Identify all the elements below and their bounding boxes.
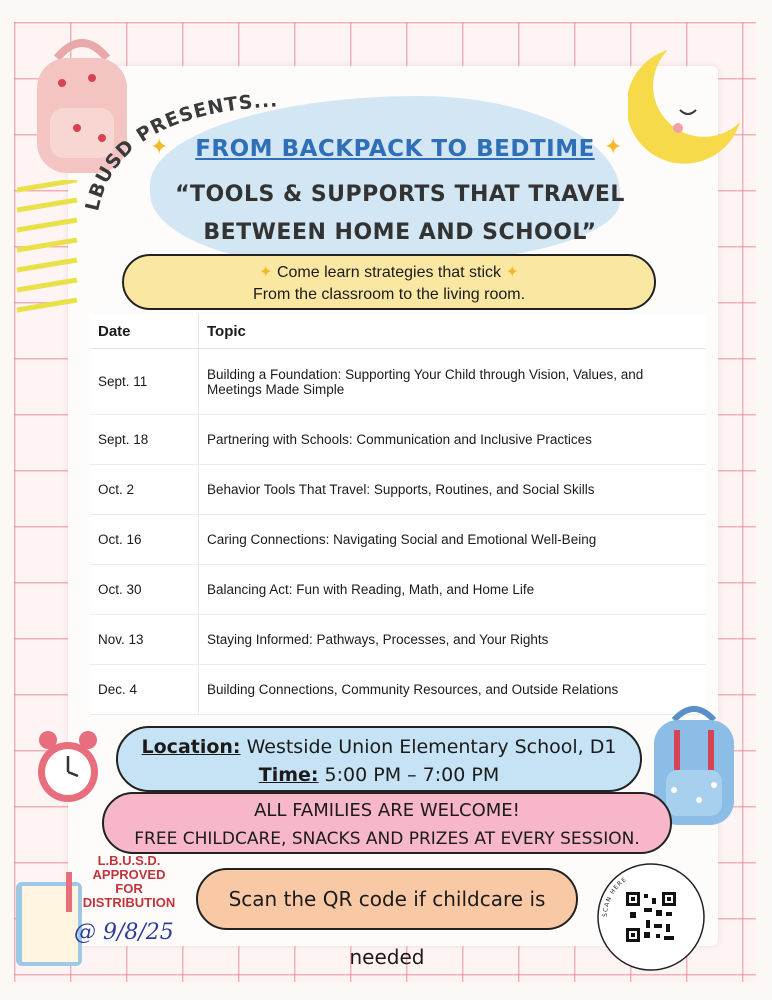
table-row	[90, 515, 706, 565]
qr-prompt-text: Scan the QR code if childcare is needed	[228, 887, 546, 969]
qr-ring-text: SCAN HERE	[601, 875, 629, 918]
intro-banner	[122, 254, 656, 310]
yellow-squiggle-decoration	[12, 180, 82, 330]
table-row	[90, 565, 706, 615]
session-topic: Building a Foundation: Supporting Your Child through Vision, Values, and Meetings Made Simple	[199, 349, 707, 415]
table-row	[90, 615, 706, 665]
welcome-line-1: ALL FAMILIES ARE WELCOME!	[254, 800, 520, 821]
session-topic: Partnering with Schools: Communication and Inclusive Practices	[199, 415, 707, 465]
stamp-line-3: FOR DISTRIBUTION	[82, 881, 176, 910]
table-row	[90, 465, 706, 515]
session-date: Oct. 30	[90, 565, 199, 615]
session-topic: Behavior Tools That Travel: Supports, Routines, and Social Skills	[199, 465, 707, 515]
sparkle-icon: ✦	[501, 264, 519, 281]
qr-code[interactable]	[596, 862, 706, 972]
stamp-line-2: APPROVED	[92, 867, 166, 882]
schedule-table	[90, 314, 706, 715]
stamp-line-1: L.B.U.S.D.	[97, 853, 161, 868]
session-topic: Staying Informed: Pathways, Processes, and Your Rights	[199, 615, 707, 665]
session-date: Sept. 18	[90, 415, 199, 465]
location-label: Location:	[141, 736, 241, 758]
approval-signature: @ 9/8/25	[74, 920, 174, 945]
session-date: Dec. 4	[90, 665, 199, 715]
intro-line-2: From the classroom to the living room.	[252, 286, 526, 303]
session-date: Nov. 13	[90, 615, 199, 665]
event-title: FROM BACKPACK TO BEDTIME	[195, 136, 595, 162]
table-row	[90, 349, 706, 415]
qr-code-icon	[596, 862, 706, 972]
session-topic: Caring Connections: Navigating Social and Emotional Well-Being	[199, 515, 707, 565]
subtitle-line-1: “TOOLS & SUPPORTS THAT TRAVEL	[175, 182, 625, 207]
welcome-banner	[102, 792, 672, 854]
table-row	[90, 665, 706, 715]
time-value: 5:00 PM – 7:00 PM	[324, 764, 500, 786]
sparkle-icon: ✦	[259, 264, 277, 281]
table-header-row	[90, 314, 706, 349]
moon-icon	[628, 40, 748, 170]
time-label: Time:	[258, 764, 319, 786]
intro-line-1	[124, 262, 654, 284]
session-topic: Balancing Act: Fun with Reading, Math, and Home Life	[199, 565, 707, 615]
time-line	[118, 761, 640, 789]
sparkle-icon: ✦	[150, 134, 169, 159]
session-date: Oct. 2	[90, 465, 199, 515]
column-header-date: Date	[90, 314, 199, 349]
column-header-topic: Topic	[199, 314, 707, 349]
table-row	[90, 415, 706, 465]
subtitle-line-2: BETWEEN HOME AND SCHOOL”	[203, 220, 597, 245]
session-date: Sept. 11	[90, 349, 199, 415]
location-value: Westside Union Elementary School, D1	[246, 736, 617, 758]
alarm-clock-icon	[30, 728, 106, 808]
event-subtitle	[140, 176, 660, 252]
sparkle-icon: ✦	[604, 134, 623, 159]
presents-text: LBUSD PRESENTS...	[81, 89, 279, 214]
approval-stamp	[74, 854, 184, 910]
session-topic: Building Connections, Community Resources, and Outside Relations	[199, 665, 707, 715]
session-date: Oct. 16	[90, 515, 199, 565]
qr-prompt-banner	[196, 868, 578, 969]
location-time-banner	[116, 726, 642, 792]
intro-line-1-text: Come learn strategies that stick	[276, 264, 502, 281]
location-line	[118, 733, 640, 761]
welcome-line-2: FREE CHILDCARE, SNACKS AND PRIZES AT EVERY SESSION.	[134, 829, 640, 849]
